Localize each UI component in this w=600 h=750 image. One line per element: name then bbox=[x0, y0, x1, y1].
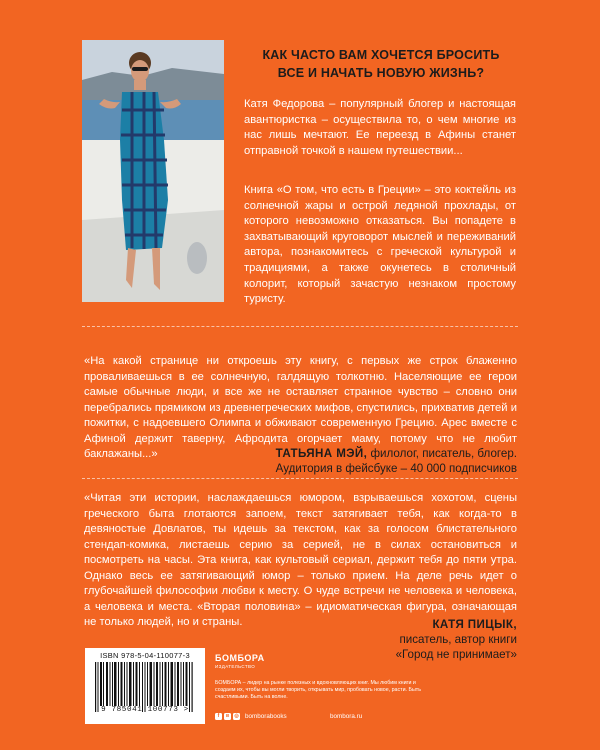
headline bbox=[246, 46, 516, 82]
instagram-icon[interactable]: ◎ bbox=[234, 713, 239, 719]
section-divider bbox=[82, 326, 518, 327]
isbn-text: ISBN 978-5-04-110077-3 bbox=[100, 651, 190, 660]
review-attribution-2 bbox=[396, 617, 517, 662]
review-attribution-1 bbox=[276, 446, 517, 476]
review-quote-2: «Читая эти истории, наслаждаешься юмором, взрываешься хохотом, сцены греческого быта глотаются запоем, текст затягивает тебя, как когда-то в девяностые Довлатов, ты идешь за текстом, как за голосом блистательного стендап-комика, листаешь серию за серией, не в силах остановиться и посмотреть на часы. Эта книга, как культовый сериал, держит тебя до пяти утра. Однако весь ее затягивающий юмор – только прием. На деле речь идет о глубочайшей философии любви к месту. О чуде встречи не человека и человека, а человека и места. «Вторая половина» – идиоматическая фигура, означающая не только людей, но и страны. bbox=[84, 492, 517, 628]
social-links bbox=[215, 713, 287, 720]
author-photo bbox=[82, 40, 224, 302]
review-quote-1: «На какой странице ни откроешь эту книгу, с первых же строк блаженно проваливаешься в ее солнечную, галдящую толкотню. Населяющие ее герои самые обычные люди, и все же не оставляет странное чувство – словно они перебрались прямиком из древнегреческих мифов, спустились, прихватив детей и пожитки, с надоевшего Олимпа и обживают современную Грецию. Арес вместе с Афиной держит таверну, Афродита огорчает маму, потому что не любит баклажаны...» bbox=[84, 355, 517, 460]
section-divider bbox=[82, 478, 518, 479]
publisher-logo-text: БОМБОРА bbox=[215, 653, 265, 663]
reviewer-role-1b: Аудитория в фейсбуке – 40 000 подписчиков bbox=[275, 462, 517, 475]
blurb-paragraph-2 bbox=[244, 183, 516, 308]
publisher-logo-sub: ИЗДАТЕЛЬСТВО bbox=[215, 664, 256, 669]
barcode-bars bbox=[85, 660, 205, 712]
publisher-description: БОМБОРА – лидер на рынке полезных и вдохновляющих книг. Мы любим книги и создаем их, чтобы вы могли творить, открывать мир, пробовать новое, расти. Быть счастливыми. Быть на волне. bbox=[215, 680, 421, 700]
social-handle[interactable]: bomborabooks bbox=[245, 713, 287, 720]
reviewer-role-1a: филолог, писатель, блогер. bbox=[370, 447, 517, 460]
publisher-logo bbox=[215, 653, 265, 669]
vk-icon[interactable]: в bbox=[225, 713, 230, 719]
barcode-digits: 9 785041 100773 > bbox=[101, 706, 189, 714]
reviewer-role-2b: «Город не принимает» bbox=[395, 648, 517, 661]
blurb-text-2: Книга «О том, что есть в Греции» – это коктейль из солнечной жары и острой ледяной прохлады, от которого невозможно отказаться. Вы попадете в захватывающий круговорот мыслей и переживаний автора, познакомитесь с греческой культурой и традициями, а также окунетесь в столичный колорит, который зачастую незнаком простому туристу. bbox=[244, 184, 516, 306]
facebook-icon[interactable]: f bbox=[215, 713, 222, 720]
headline-line-1: КАК ЧАСТО ВАМ ХОЧЕТСЯ БРОСИТЬ bbox=[262, 48, 500, 62]
reviewer-role-2a: писатель, автор книги bbox=[399, 633, 517, 646]
reviewer-name-1: ТАТЬЯНА МЭЙ, bbox=[275, 447, 368, 460]
barcode bbox=[85, 648, 205, 724]
blurb-text-1: Катя Федорова – популярный блогер и настоящая авантюристка – осуществила то, о чем многие из нас лишь мечтают. Ее переезд в Афины станет отправной точкой в нашем путешествии... bbox=[244, 98, 516, 157]
reviewer-name-2: КАТЯ ПИЦЫК, bbox=[432, 618, 517, 631]
headline-line-2: ВСЕ И НАЧАТЬ НОВУЮ ЖИЗНЬ? bbox=[277, 66, 485, 80]
publisher-website[interactable]: bombora.ru bbox=[330, 713, 363, 720]
blurb-paragraph-1 bbox=[244, 97, 516, 159]
